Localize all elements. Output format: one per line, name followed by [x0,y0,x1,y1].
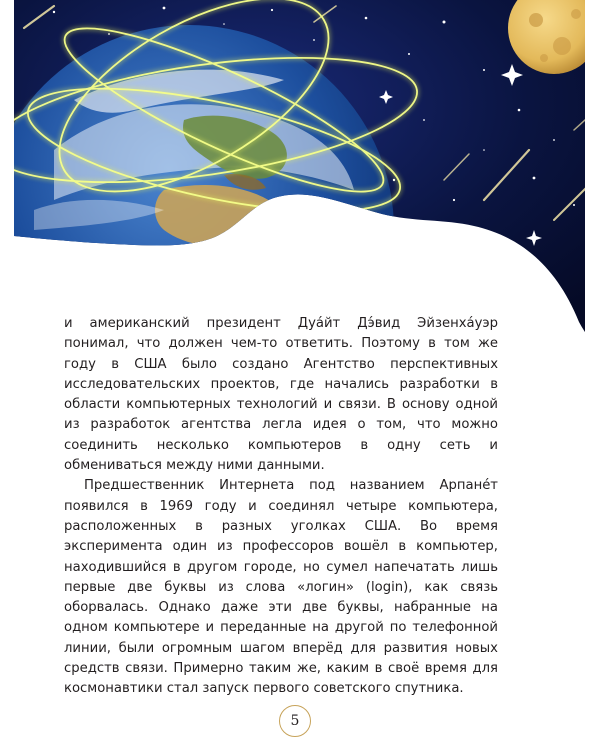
space-illustration [14,0,600,350]
page-number-badge [279,705,311,737]
body-text [64,314,498,700]
page-number: 5 [290,713,300,729]
paragraph: и американский президент Дуа́йт Дэ́вид Эйзенха́уэр понимал, что должен чем-то ответить. Поэтому в том же году в США было создано Агентство перспективных исследовательских проектов, где начались разработки в области компьютерных технологий и связи. В основу одной из разработок агентства легла идея о том, что можно соединить несколько компьютеров в одну сеть и обмениваться между ними данными. [64,316,498,474]
page-edge [585,0,600,750]
paragraph: Предшественник Интернета под названием Арпане́т появился в 1969 году и соединял четыре компьютера, расположенных в разных уголках США. Во время эксперимента один из профессоров вошёл в компьютер, находившийся в другом городе, но сумел напечатать лишь первые две буквы из слова «логин» (login), как связь оборвалась. Однако даже эти две буквы, набранные на одном компьютере и переданные на другой по телефонной линии, были огромным шагом вперёд для развития новых средств связи. Примерно таким же, каким в своё время для космонавтики стал запуск первого советского спутника. [64,478,498,697]
